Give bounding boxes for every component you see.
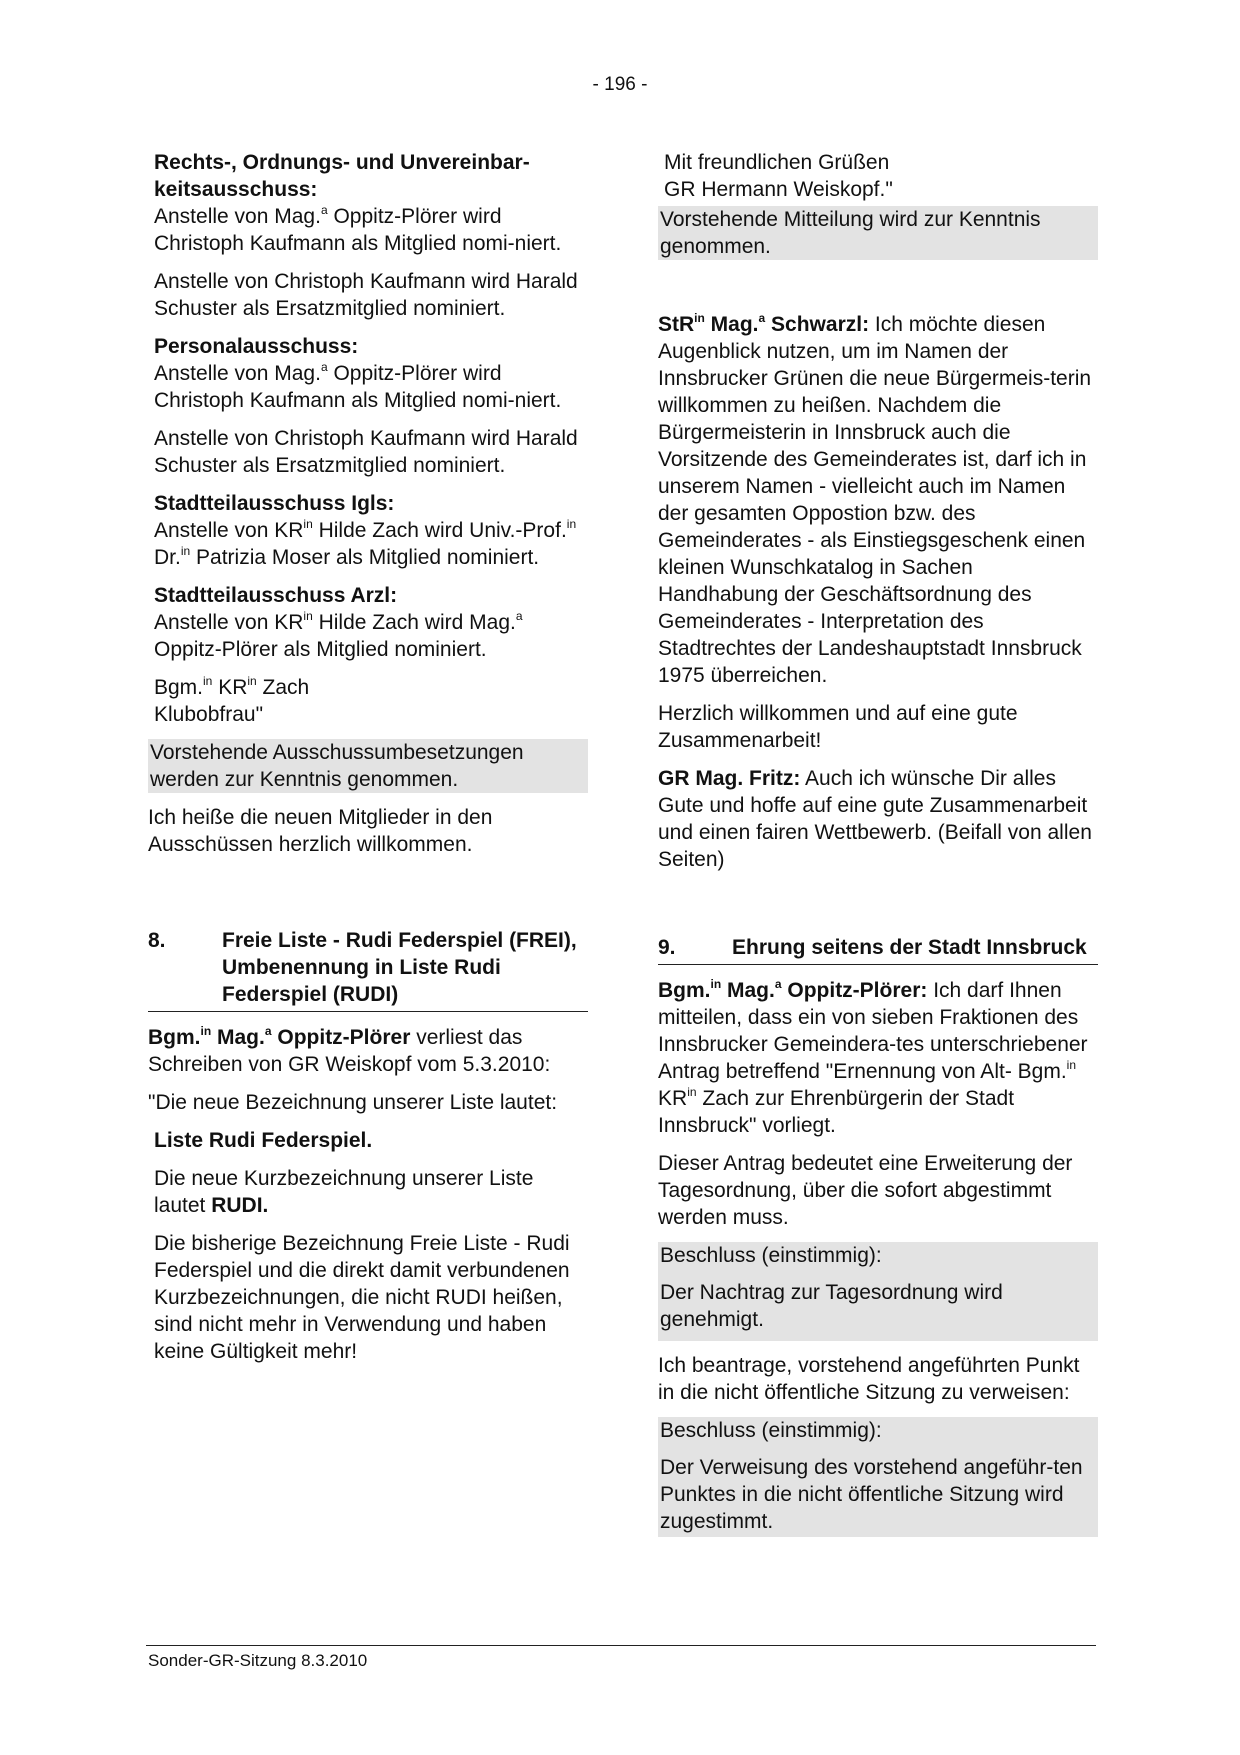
- signature: Bgm.$^{in}$ $KR^{in}$ Zach Klubobfrau": [154, 674, 310, 726]
- rechts-section: Rechts-, Ordnungs- und Unvereinbar-keitsausschuss: Anstelle von Mag.$^a$ Oppitz-Plörer wird Christoph Kaufmann als Mitglied nomi-niert.: [154, 151, 562, 255]
- section-8-heading: [148, 927, 588, 1012]
- personal-section: Personalausschuss: Anstelle von Mag.$^a$ Oppitz-Plörer wird Christoph Kaufmann als Mitglied nomi-niert.: [154, 335, 562, 412]
- section-8-title: Freie Liste - Rudi Federspiel (FREI), Umbenennung in Liste Rudi Federspiel (RUDI): [222, 929, 577, 1006]
- section-9-number: 9.: [658, 936, 676, 959]
- resolution-text-2: Der Verweisung des vorstehend angeführ-ten Punktes in die nicht öffentliche Sitzung wird zugestimmt.: [660, 1456, 1083, 1533]
- resolution-box-2: [658, 1417, 1098, 1537]
- personal-heading: Personalausschuss:: [154, 335, 359, 358]
- section-9-intro: Bgm.$^{in}$ Mag.$^a$ Oppitz-Plörer: Ich darf Ihnen mitteilen, dass ein von sieben Fraktionen des Innsbrucker Gemeindera-tes unterschriebener Antrag betreffend "Ernennung von Alt- Bgm.$^{in}$ $KR^{in}$ Zach zur Ehrenbürgerin der Stadt Innsbruck" vorliegt.: [658, 977, 1088, 1137]
- section-8-new-name: Liste Rudi Federspiel.: [154, 1129, 373, 1152]
- notice-box-right: Vorstehende Mitteilung wird zur Kenntnis genommen.: [658, 206, 1098, 260]
- arzl-heading: Stadtteilausschuss Arzl:: [154, 584, 398, 607]
- resolution-label-1: Beschluss (einstimmig):: [660, 1244, 882, 1267]
- closing-greeting: Mit freundlichen Grüßen GR Hermann Weiskopf.": [664, 151, 893, 201]
- arzl-section: Stadtteilausschuss Arzl: Anstelle von $KR^{in}$ Hilde Zach wird Mag.$^a$ Oppitz-Plörer als Mitglied nominiert.: [154, 584, 523, 661]
- resolution-label-2: Beschluss (einstimmig):: [660, 1419, 882, 1442]
- right-column: [658, 149, 1098, 1548]
- section-9-paragraph-3: Ich beantrage, vorstehend angeführten Punkt in die nicht öffentliche Sitzung zu verweisen:: [658, 1354, 1080, 1404]
- welcome-paragraph: Ich heiße die neuen Mitglieder in den Ausschüssen herzlich willkommen.: [148, 806, 493, 856]
- left-column: [148, 149, 588, 1376]
- fritz-statement: GR Mag. Fritz: Auch ich wünsche Dir alles Gute und hoffe auf eine gute Zusammenarbeit und einen fairen Wettbewerb. (Beifall von allen Seiten): [658, 767, 1092, 871]
- personal-paragraph-2: Anstelle von Christoph Kaufmann wird Harald Schuster als Ersatzmitglied nominiert.: [154, 427, 578, 477]
- rechts-heading: Rechts-, Ordnungs- und Unvereinbar-keitsausschuss:: [154, 151, 530, 201]
- section-8-old-name: Die bisherige Bezeichnung Freie Liste - Rudi Federspiel und die direkt damit verbundenen Kurzbezeichnungen, die nicht RUDI heißen, sind nicht mehr in Verwendung und haben keine Gültigkeit mehr!: [154, 1232, 570, 1363]
- resolution-text-1: Der Nachtrag zur Tagesordnung wird genehmigt.: [660, 1281, 1003, 1331]
- section-8-short-name: Die neue Kurzbezeichnung unserer Liste lautet RUDI.: [154, 1167, 534, 1217]
- page-number: - 196 -: [592, 74, 648, 95]
- section-9-title: Ehrung seitens der Stadt Innsbruck: [732, 936, 1087, 959]
- footer-divider: [146, 1645, 1096, 1646]
- section-8-intro: Bgm.$^{in}$ Mag.$^a$ Oppitz-Plörer verliest das Schreiben von GR Weiskopf vom 5.3.2010:: [148, 1024, 551, 1076]
- notice-box: Vorstehende Ausschussumbesetzungen werden zur Kenntnis genommen.: [148, 739, 588, 793]
- footer: Sonder-GR-Sitzung 8.3.2010: [148, 1651, 368, 1670]
- schwarzl-welcome: Herzlich willkommen und auf eine gute Zusammenarbeit!: [658, 702, 1018, 752]
- section-8-number: 8.: [148, 929, 166, 952]
- igls-section: Stadtteilausschuss Igls: Anstelle von $KR^{in}$ Hilde Zach wird Univ.-Prof.$^{in}$ Dr.$^{in}$ Patrizia Moser als Mitglied nominiert.: [154, 492, 577, 569]
- rechts-paragraph-2: Anstelle von Christoph Kaufmann wird Harald Schuster als Ersatzmitglied nominiert.: [154, 270, 578, 320]
- resolution-box-1: [658, 1242, 1098, 1341]
- schwarzl-statement: StR$^{in}$ Mag.$^a$ Schwarzl: Ich möchte diesen Augenblick nutzen, um im Namen der Innsbrucker Grünen die neue Bürgermeis-terin willkommen zu heißen. Nachdem die Bürgermeisterin in Innsbruck auch die Vorsitzende des Gemeinderates ist, darf ich in unserem Namen - vielleicht auch im Namen der gesamten Oppostion bzw. des Gemeinderates - als Einstiegsgeschenk einen kleinen Wunschkatalog in Sachen Handhabung der Geschäftsordnung des Gemeinderates - Interpretation des Stadtrechtes der Landeshauptstadt Innsbruck 1975 überreichen.: [658, 311, 1092, 687]
- section-8-quote-start: "Die neue Bezeichnung unserer Liste lautet:: [148, 1091, 558, 1114]
- igls-heading: Stadtteilausschuss Igls:: [154, 492, 395, 515]
- section-9-paragraph-2: Dieser Antrag bedeutet eine Erweiterung der Tagesordnung, über die sofort abgestimmt werden muss.: [658, 1152, 1073, 1229]
- section-9-heading: [658, 934, 1098, 965]
